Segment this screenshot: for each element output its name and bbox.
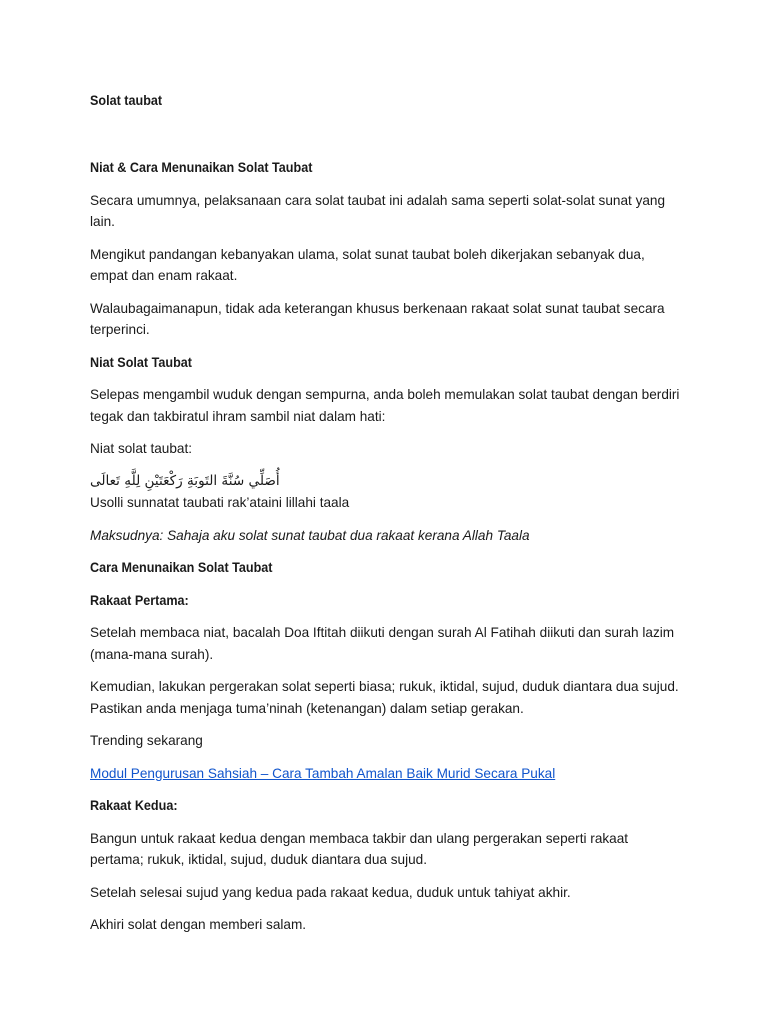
paragraph-maksudnya: Maksudnya: Sahaja aku solat sunat taubat dua rakaat kerana Allah Taala [90,527,530,543]
paragraph-niat-label: Niat solat taubat: [90,441,193,456]
transliteration-niat: Usolli sunnatat taubati rak’ataini lillahi taala [90,495,350,510]
paragraph-setelah-niat: Setelah membaca niat, bacalah Doa Iftitah diikuti dengan surah Al Fatihah diikuti dan surah lazim (mana-mana surah). [90,625,675,662]
paragraph-walaubagaimanapun: Walaubagaimanapun, tidak ada keterangan khusus berkenaan rakaat solat sunat taubat secara terperinci. [90,300,665,337]
paragraph-trending: Trending sekarang [90,733,203,748]
paragraph-umumnya: Secara umumnya, pelaksanaan cara solat taubat ini adalah sama seperti solat-solat sunat yang lain. [90,192,666,229]
heading-cara: Cara Menunaikan Solat Taubat [90,559,273,575]
document-title: Solat taubat [90,92,163,108]
link-modul-pengurusan[interactable]: Modul Pengurusan Sahsiah – Cara Tambah Amalan Baik Murid Secara Pukal [90,765,556,781]
paragraph-selepas: Selepas mengambil wuduk dengan sempurna, anda boleh memulakan solat taubat dengan berdiri tegak dan takbiratul ihram sambil niat dalam hati: [90,387,680,424]
heading-niat-cara: Niat & Cara Menunaikan Solat Taubat [90,159,313,175]
heading-rakaat-kedua: Rakaat Kedua: [90,797,178,813]
paragraph-mengikut: Mengikut pandangan kebanyakan ulama, solat sunat taubat boleh dikerjakan sebanyak dua, empat dan enam rakaat. [90,246,645,283]
heading-rakaat-pertama: Rakaat Pertama: [90,591,189,608]
document-body [90,157,680,947]
paragraph-kemudian: Kemudian, lakukan pergerakan solat seperti biasa; rukuk, iktidal, sujud, duduk diantara dua sujud. Pastikan anda menjaga tuma’ninah (ketenangan) dalam setiap gerakan. [90,679,679,716]
paragraph-setelah-selesai: Setelah selesai sujud yang kedua pada rakaat kedua, duduk untuk tahiyat akhir. [90,884,571,900]
arabic-niat: أُصَلِّي سُنَّةَ التَوبَةِ رَكْعَتَيْنِ لِلَّهِ تَعالَى [90,472,280,489]
paragraph-akhiri: Akhiri solat dengan memberi salam. [90,917,307,932]
heading-niat-solat: Niat Solat Taubat [90,353,192,370]
paragraph-bangun: Bangun untuk rakaat kedua dengan membaca takbir dan ulang pergerakan seperti rakaat pertama; rukuk, iktidal, sujud, duduk diantara dua sujud. [90,830,629,867]
